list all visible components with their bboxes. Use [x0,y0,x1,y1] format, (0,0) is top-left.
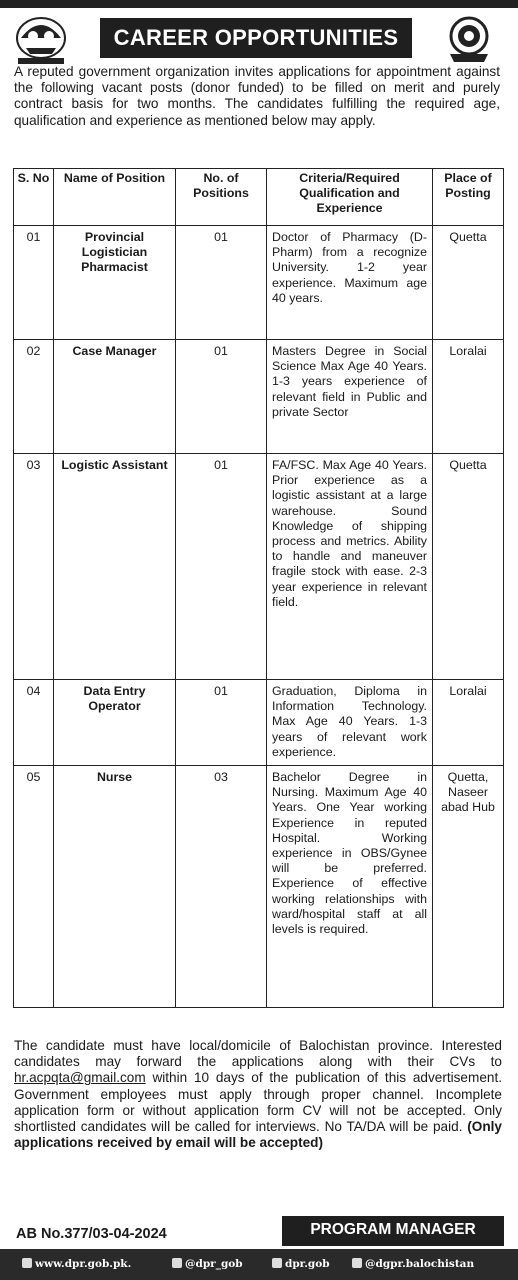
cell-count: 01 [176,226,267,340]
table-row [14,680,504,766]
top-strip [0,0,518,8]
signatory-banner: PROGRAM MANAGER [282,1216,504,1246]
facebook-item[interactable] [272,1258,330,1270]
cell-criteria: FA/FSC. Max Age 40 Years. Prior experience as a logistic assistant at a large warehouse. Sound Knowledge of shipping process and metrics. Ability to handle and maneuver fragile stock with ease. 2-3 year experience in relevant field. [267,454,433,680]
cell-criteria: Graduation, Diploma in Information Technology. Max Age 40 Years. 1-3 years of relevant work experience. [267,680,433,766]
intro-paragraph: A reputed government organization invites applications for appointment against the following vacant posts (donor funded) to be filled on merit and purely contract basis for two months. The candidates fulfilling the required age, qualification and experience as mentioned below may apply. [14,64,500,128]
header-positions-count: No. of Positions [176,169,267,226]
vacancy-table [13,168,504,1008]
header-position-name: Name of Position [54,169,176,226]
cell-criteria: Masters Degree in Social Science Max Age 40 Years. 1-3 years experience of relevant field in Public and private Sector [267,340,433,454]
cell-count: 01 [176,454,267,680]
cell-count: 03 [176,766,267,1008]
cell-count: 01 [176,680,267,766]
footer-paragraph [14,1038,502,1151]
email-link[interactable]: hr.acpqta@gmail.com [14,1070,146,1086]
cell-criteria: Bachelor Degree in Nursing. Maximum Age 40 Years. One Year working Experience in reputed Hospital. Working experience in OBS/Gynee will be preferred. Experience of effective working relationships with ward/hospital staff at all levels is required. [267,766,433,1008]
website-label: www.dpr.gob.pk. [35,1258,132,1270]
header-place: Place of Posting [433,169,504,226]
footer-bold-note: (Only applications received by email will be accepted) [14,1119,502,1151]
cell-sno: 01 [14,226,54,340]
instagram-icon [352,1258,362,1268]
cell-position: Logistic Assistant [54,454,176,680]
twitter-item[interactable] [172,1258,243,1270]
instagram-label: @dgpr.balochistan [365,1258,475,1270]
twitter-label: @dpr_gob [185,1258,243,1270]
cell-position: Provincial Logistician Pharmacist [54,226,176,340]
instagram-item[interactable] [352,1258,474,1270]
cell-criteria: Doctor of Pharmacy (D-Pharm) from a recognize University. 1-2 year experience. Maximum age 40 years. [267,226,433,340]
cell-position: Case Manager [54,340,176,454]
footer-text-2: within 10 days of the publication of this advertisement. Government employees must apply through proper channel. Incomplete application form or without application form CV will not be accepted. Only shortlisted candidates will be called for interviews. No TA/DA will be paid. [14,1070,502,1135]
table-header-row [14,169,504,226]
table-row [14,340,504,454]
cell-position: Nurse [54,766,176,1008]
cell-place: Loralai [433,680,504,766]
social-bar [0,1249,518,1280]
government-seal-logo [12,14,70,66]
footer-text-1: The candidate must have local/domicile of Balochistan province. Interested candidates may forward the applications along with their CVs to [14,1038,502,1070]
twitter-icon [172,1258,182,1268]
cell-position: Data Entry Operator [54,680,176,766]
table-row [14,454,504,680]
table-row [14,226,504,340]
cell-place: Quetta, Naseer abad Hub [433,766,504,1008]
header-sno: S. No [14,169,54,226]
table-row [14,766,504,1008]
cell-count: 01 [176,340,267,454]
facebook-icon [272,1258,282,1268]
cell-sno: 02 [14,340,54,454]
cell-sno: 05 [14,766,54,1008]
globe-icon [22,1258,32,1268]
cell-place: Loralai [433,340,504,454]
cell-place: Quetta [433,226,504,340]
cell-place: Quetta [433,454,504,680]
dpr-emblem-logo [440,14,498,66]
cell-sno: 04 [14,680,54,766]
website-item[interactable] [22,1258,131,1270]
ad-number: AB No.377/03-04-2024 [16,1226,167,1242]
header-criteria: Criteria/Required Qualification and Experience [267,169,433,226]
page-title: CAREER OPPORTUNITIES [100,18,412,58]
facebook-label: dpr.gob [285,1258,330,1270]
cell-sno: 03 [14,454,54,680]
